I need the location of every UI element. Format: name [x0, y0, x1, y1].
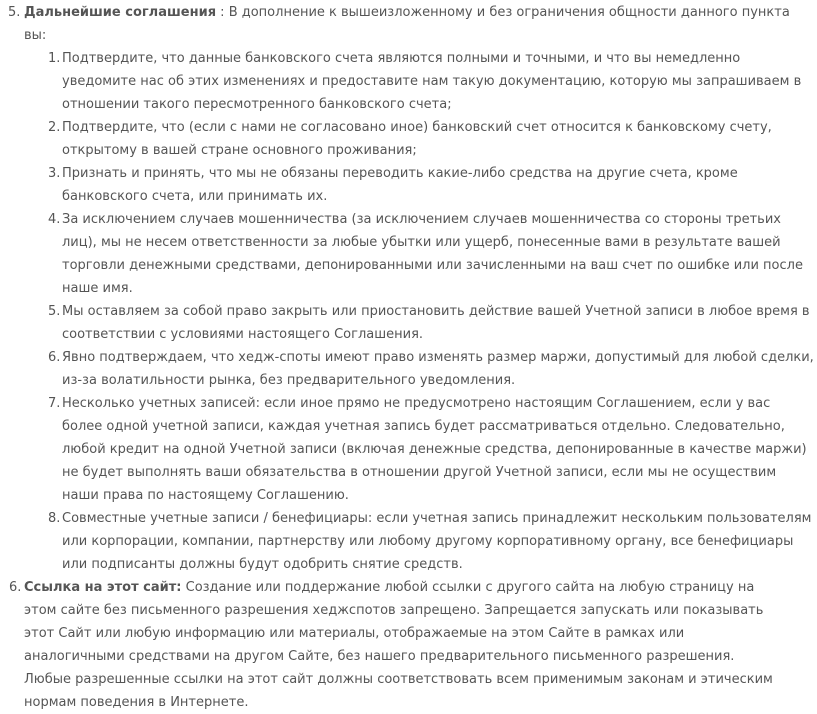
section-link-to-site — [0, 576, 784, 714]
item-text: Признать и принять, что мы не обязаны переводить какие-либо средства на другие счета, кроме банковского счета, или принимать их. — [62, 166, 738, 204]
section-heading: Дальнейшие соглашения — [24, 5, 217, 20]
item-number: 1. — [48, 51, 61, 66]
terms-document — [0, 1, 817, 714]
item-text: Несколько учетных записей: если иное прямо не предусмотрено настоящим Соглашением, если у вас более одной учетной записи, каждая учетная запись будет рассматриваться отдельно. Следовательно, любой кредит на одной Учетной записи (включая денежные средства, депонированные в качестве маржи) не будет выполнять ваши обязательства в отношении другой Учетной записи, если мы не осуществим наши права по настоящему Соглашению. — [62, 396, 807, 503]
section-number: 5. — [8, 5, 21, 20]
sub-item-list — [24, 47, 814, 576]
item-text: За исключением случаев мошенничества (за исключением случаев мошенничества со стороны третьих лиц), мы не несем ответственности за любые убытки или ущерб, понесенные вами в результате вашей торговли денежными средствами, депонированными или зачисленными на ваш счет по ошибке или после наше имя. — [62, 212, 803, 296]
item-number: 2. — [48, 120, 61, 135]
item-text: Совместные учетные записи / бенефициары: если учетная запись принадлежит нескольким пользователям или корпорации, компании, партнерству или любому другому корпоративному органу, все бенефициары или подписанты должны будут одобрить снятие средств. — [62, 511, 812, 572]
list-item — [48, 300, 814, 346]
item-text: Явно подтверждаем, что хедж-споты имеют право изменять размер маржи, допустимый для любой сделки, из-за волатильности рынка, без предварительного уведомления. — [62, 350, 814, 388]
list-item — [48, 392, 814, 507]
section-text: Создание или поддержание любой ссылки с другого сайта на любую страницу на этом сайте без письменного разрешения хеджспотов запрещено. Запрещается запускать или показывать этот Сайт или любую информацию или материалы, отображаемые на этом Сайте в рамках или аналогичными средствами на другом Сайте, без нашего предварительного письменного разрешения. Любые разрешенные ссылки на этот сайт должны соответствовать всем применимым законам и этическим нормам поведения в Интернете. — [24, 580, 773, 710]
item-number: 4. — [48, 212, 61, 227]
list-item — [48, 116, 814, 162]
item-text: Подтвердите, что (если с нами не согласовано иное) банковский счет относится к банковскому счету, открытому в вашей стране основного проживания; — [62, 120, 772, 158]
section-further-agreements — [0, 1, 814, 576]
section-heading: Ссылка на этот сайт: — [24, 580, 182, 595]
item-number: 7. — [48, 396, 61, 411]
section-intro: : В дополнение к вышеизложенному и без ограничения общности данного пункта вы: — [24, 5, 790, 43]
item-number: 5. — [48, 304, 61, 319]
item-number: 8. — [48, 511, 61, 526]
list-item — [48, 162, 814, 208]
item-text: Мы оставляем за собой право закрыть или приостановить действие вашей Учетной записи в любое время в соответствии с условиями настоящего Соглашения. — [62, 304, 810, 342]
list-item — [48, 346, 814, 392]
item-number: 3. — [48, 166, 61, 181]
section-number: 6. — [9, 580, 22, 595]
item-text: Подтвердите, что данные банковского счета являются полными и точными, и что вы немедленно уведомите нас об этих изменениях и предоставите нам такую документацию, которую мы запрашиваем в отношении такого пересмотренного банковского счета; — [62, 51, 802, 112]
list-item — [48, 208, 814, 300]
item-number: 6. — [48, 350, 61, 365]
list-item — [48, 47, 814, 116]
list-item — [48, 507, 814, 576]
